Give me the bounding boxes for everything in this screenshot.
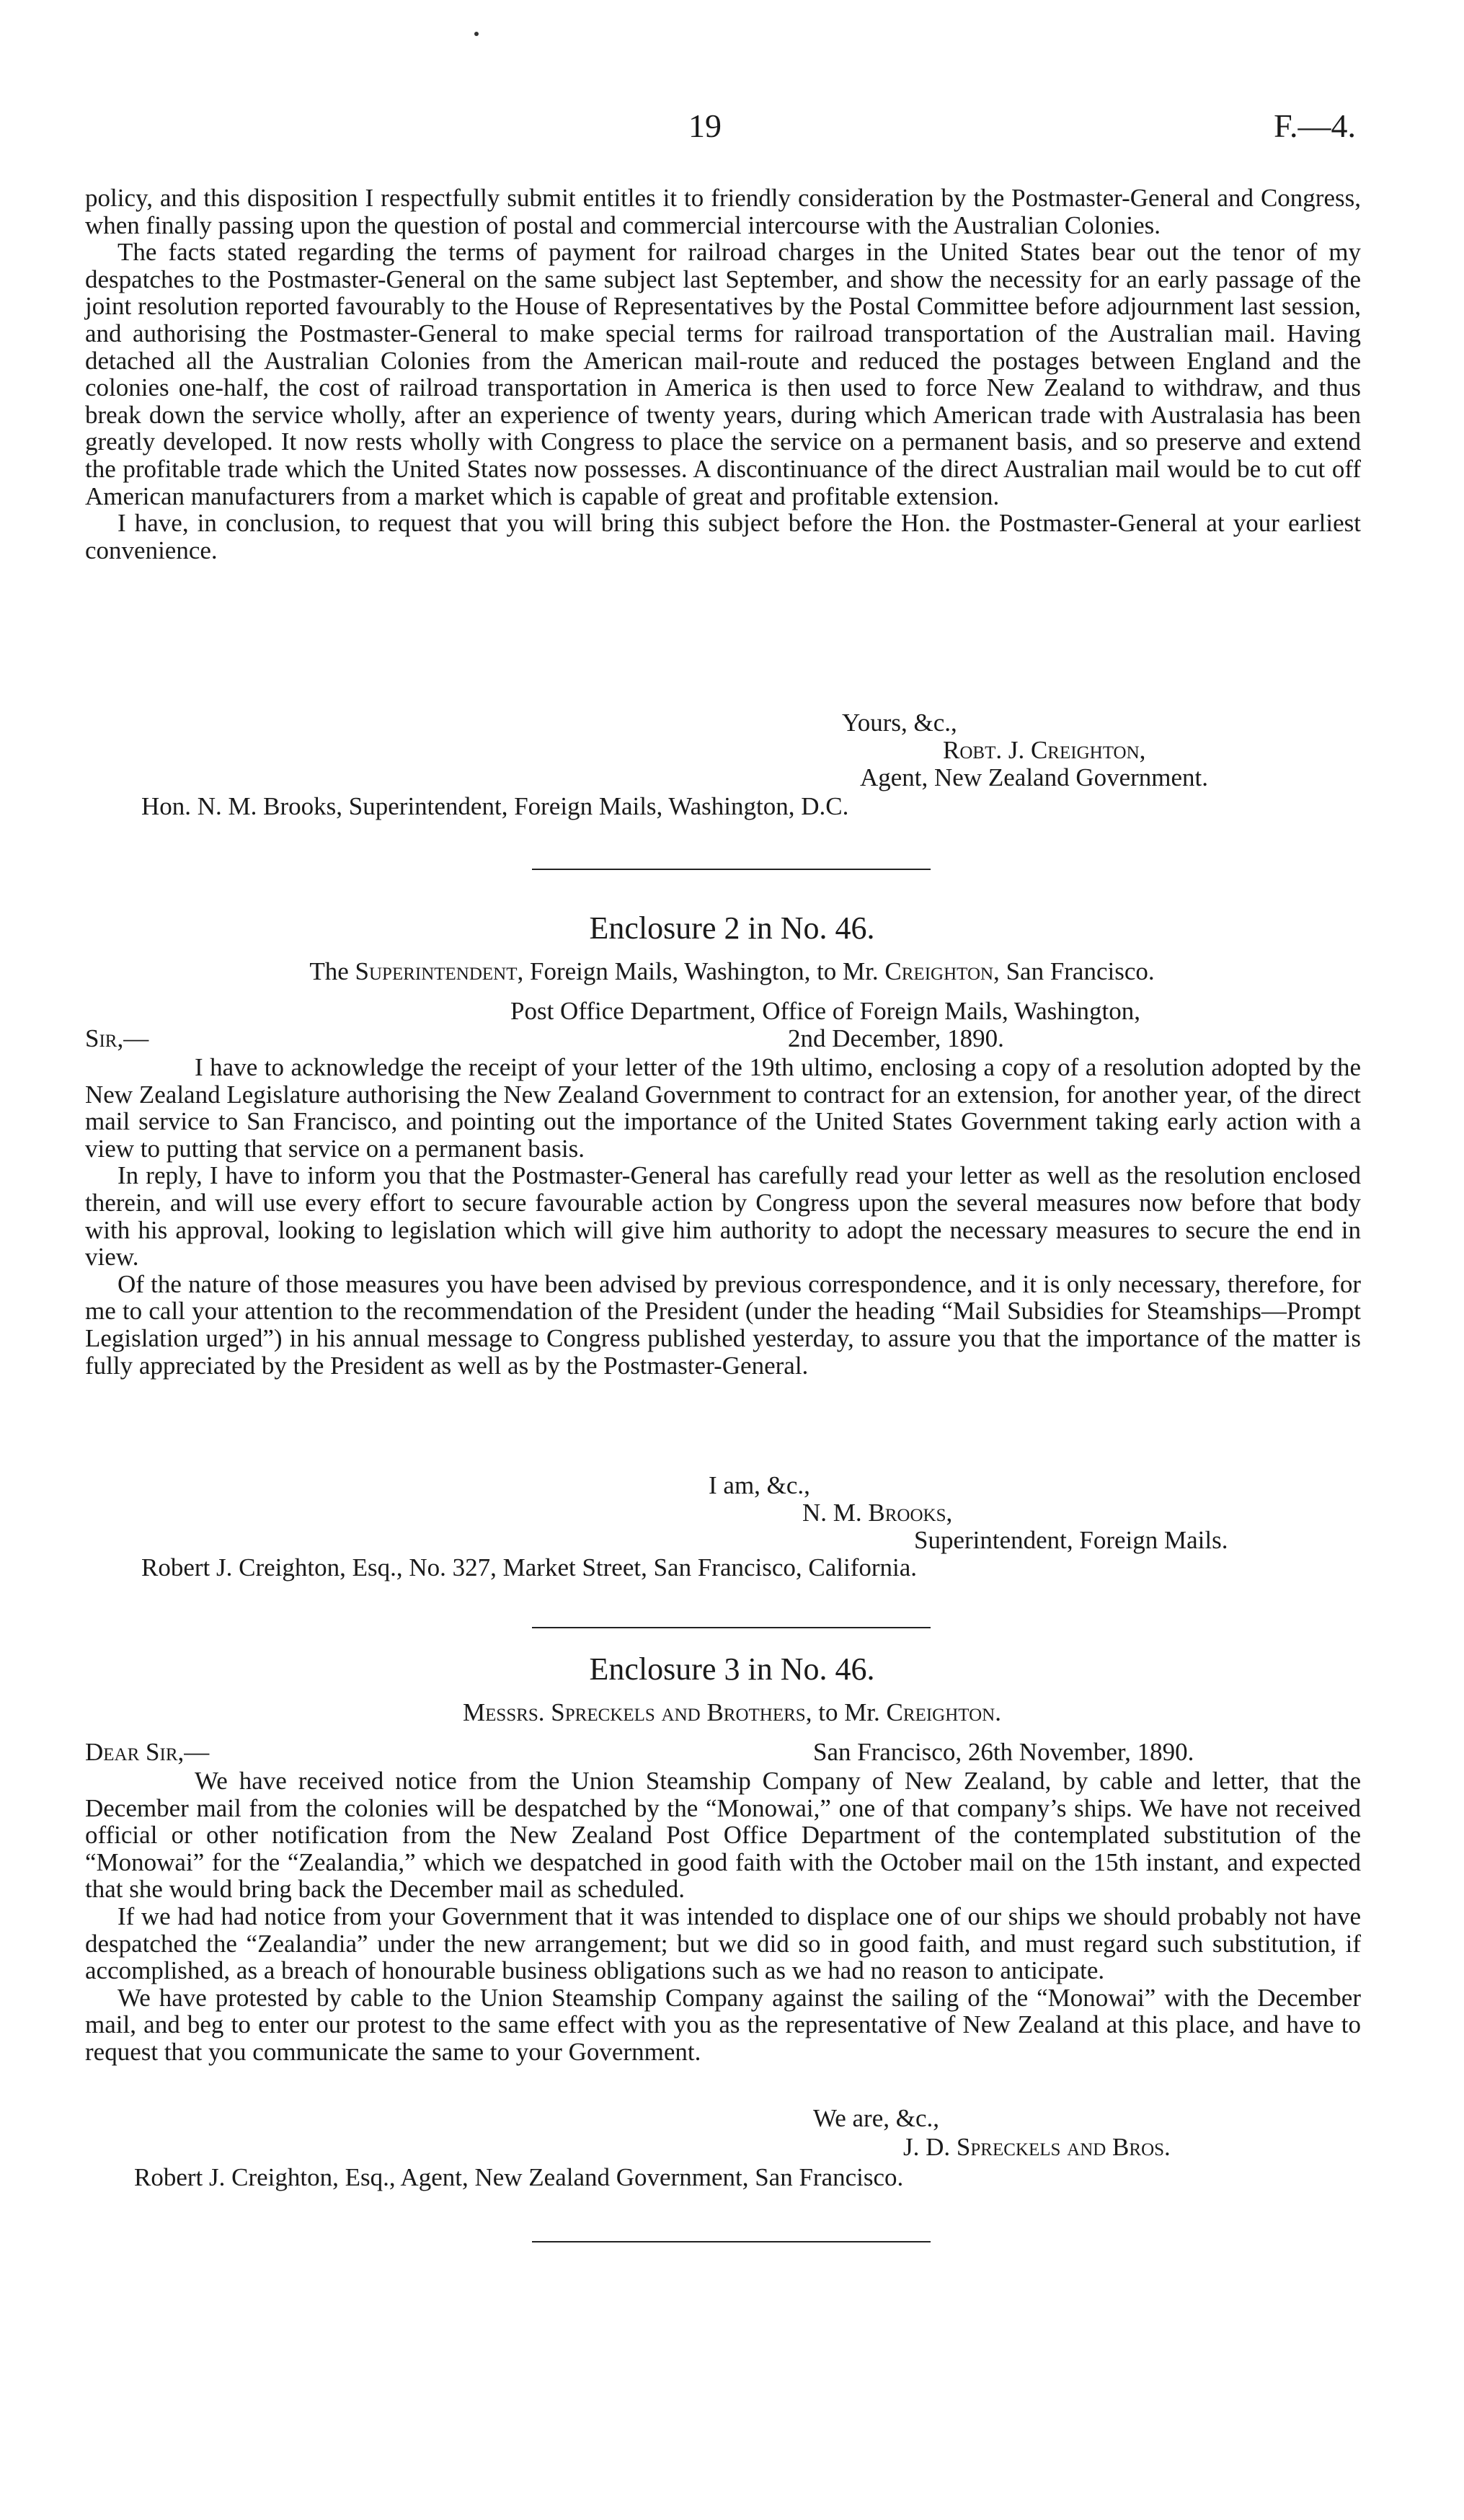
subheading-recipient: Creighton. xyxy=(886,1698,1001,1726)
enclosure-3-salutation: Dear Sir,— xyxy=(85,1738,210,1766)
section-divider xyxy=(532,2241,931,2242)
subheading-sender: Messrs. Spreckels and Brothers, xyxy=(463,1698,812,1726)
enclosure-2-addressee: Robert J. Creighton, Esq., No. 327, Market Street, San Francisco, California. xyxy=(141,1553,918,1581)
subheading-text: Foreign Mails, Washington, to Mr. xyxy=(530,957,879,985)
subheading-recipient: Creighton, xyxy=(884,957,1000,985)
subheading-text: The xyxy=(309,957,349,985)
letter-1-paragraph: policy, and this disposition I respectfully submit entitles it to friendly consideration by the Postmaster-General and Congress, when finally passing upon the question of postal and commercial intercourse with the Australian Colonies. xyxy=(85,184,1361,239)
enclosure-2-paragraph: Of the nature of those measures you have been advised by previous correspondence, and it is only necessary, therefore, for me to call your attention to the recommendation of the President (under the heading “Mail Subsidies for Steamships—Prompt Legislation urged”) in his annual message to Congress published yesterday, to assure you that the importance of the matter is fully appreciated by the President as well as by the Postmaster-General. xyxy=(85,1269,1361,1380)
page-number: 19 xyxy=(688,107,722,144)
enclosure-2-closing: I am, &c., xyxy=(709,1471,810,1499)
enclosure-3-closing: We are, &c., xyxy=(813,2104,939,2132)
enclosure-3-signature: J. D. Spreckels and Bros. xyxy=(903,2133,1171,2161)
letter-1-signature: Robt. J. Creighton, xyxy=(943,736,1146,764)
subheading-text: San Francisco. xyxy=(1006,957,1155,985)
enclosure-3-body xyxy=(85,1767,1361,2066)
enclosure-3-heading: Enclosure 3 in No. 46. xyxy=(589,1651,875,1687)
enclosure-2-address: Post Office Department, Office of Foreign Mails, Washington, xyxy=(510,997,1140,1025)
subheading-sender: Superintendent, xyxy=(355,957,524,985)
enclosure-2-salutation: Sir,— xyxy=(85,1024,149,1052)
enclosure-2-paragraph: I have to acknowledge the receipt of your letter of the 19th ultimo, enclosing a copy of a resolution adopted by the New Zealand Legislature authorising the New Zealand Government to contract for an extension, for another year, of the direct mail service to San Francisco, and pointing out the importance of the United States Government taking early action with a view to putting that service on a permanent basis. xyxy=(85,1053,1361,1163)
enclosure-2-heading: Enclosure 2 in No. 46. xyxy=(589,910,875,946)
enclosure-3-subheading xyxy=(0,1698,1464,1727)
enclosure-2-body xyxy=(85,1054,1361,1379)
letter-1-signature-title: Agent, New Zealand Government. xyxy=(860,763,1209,791)
enclosure-3-date: San Francisco, 26th November, 1890. xyxy=(813,1738,1194,1766)
enclosure-2-date: 2nd December, 1890. xyxy=(788,1024,1004,1052)
letter-1-body xyxy=(85,185,1361,564)
enclosure-3-paragraph: If we had had notice from your Government that it was intended to displace one of our ships we should probably not have despatched the “Zealandia” under the new arrangement; but we did so in good faith, and must regard such substitution, if accomplished, as a breach of honourable business obligations such as we had no reason to anticipate. xyxy=(85,1902,1361,1985)
letter-1-addressee: Hon. N. M. Brooks, Superintendent, Foreign Mails, Washington, D.C. xyxy=(141,792,849,820)
letter-1-paragraph: The facts stated regarding the terms of payment for railroad charges in the United States bear out the tenor of my despatches to the Postmaster-General on the same subject last September, and show the necessity for an early passage of the joint resolution reported favourably to the House of Representatives by the Postal Committee before adjournment last session, and authorising the Postmaster-General to make special terms for railroad transportation of the Australian mail. Having detached all the Australian Colonies from the American mail-route and reduced the postages between England and the colonies one-half, the cost of railroad transportation in America is then used to force New Zealand to withdraw, and thus break down the service wholly, after an experience of twenty years, during which American trade with Australasia has been greatly developed. It now rests wholly with Congress to place the service on a permanent basis, and so preserve and extend the profitable trade which the United States now possesses. A discontinuance of the direct Australian mail would be to cut off American manufacturers from a market which is capable of great and profitable extension. xyxy=(85,238,1361,510)
enclosure-2-subheading xyxy=(0,957,1464,986)
enclosure-3-paragraph: We have protested by cable to the Union Steamship Company against the sailing of the “Monowai” with the December mail, and beg to enter our protest to the same effect with you as the representative of New Zealand at this place, and have to request that you communicate the same to your Government. xyxy=(85,1983,1361,2066)
enclosure-2-signature-title: Superintendent, Foreign Mails. xyxy=(914,1526,1228,1554)
section-divider xyxy=(532,1627,931,1628)
letter-1-closing: Yours, &c., xyxy=(842,709,957,737)
letter-1-paragraph: I have, in conclusion, to request that you will bring this subject before the Hon. the Postmaster-General at your earliest convenience. xyxy=(85,509,1361,564)
section-divider xyxy=(532,869,931,870)
enclosure-2-signature: N. M. Brooks, xyxy=(802,1499,953,1527)
enclosure-3-addressee: Robert J. Creighton, Esq., Agent, New Zealand Government, San Francisco. xyxy=(134,2163,904,2191)
document-reference: F.—4. xyxy=(1274,107,1356,144)
enclosure-3-paragraph: We have received notice from the Union Steamship Company of New Zealand, by cable and letter, that the December mail from the colonies will be despatched by the “Monowai,” one of that company’s ships. We have not received official or other notification from the New Zealand Post Office Department of the contemplated substitution of the “Monowai” for the “Zealandia,” which we despatched in good faith with the October mail on the 15th instant, and expected that she would bring back the December mail as scheduled. xyxy=(85,1767,1361,1904)
page-mark xyxy=(474,32,479,36)
enclosure-2-paragraph: In reply, I have to inform you that the Postmaster-General has carefully read your letter as well as the resolution enclosed therein, and will use every effort to secure favourable action by Congress upon the several measures now before that body with his approval, looking to legislation which will give him authority to adopt the necessary measures to secure the end in view. xyxy=(85,1161,1361,1272)
subheading-text: to Mr. xyxy=(818,1698,880,1726)
